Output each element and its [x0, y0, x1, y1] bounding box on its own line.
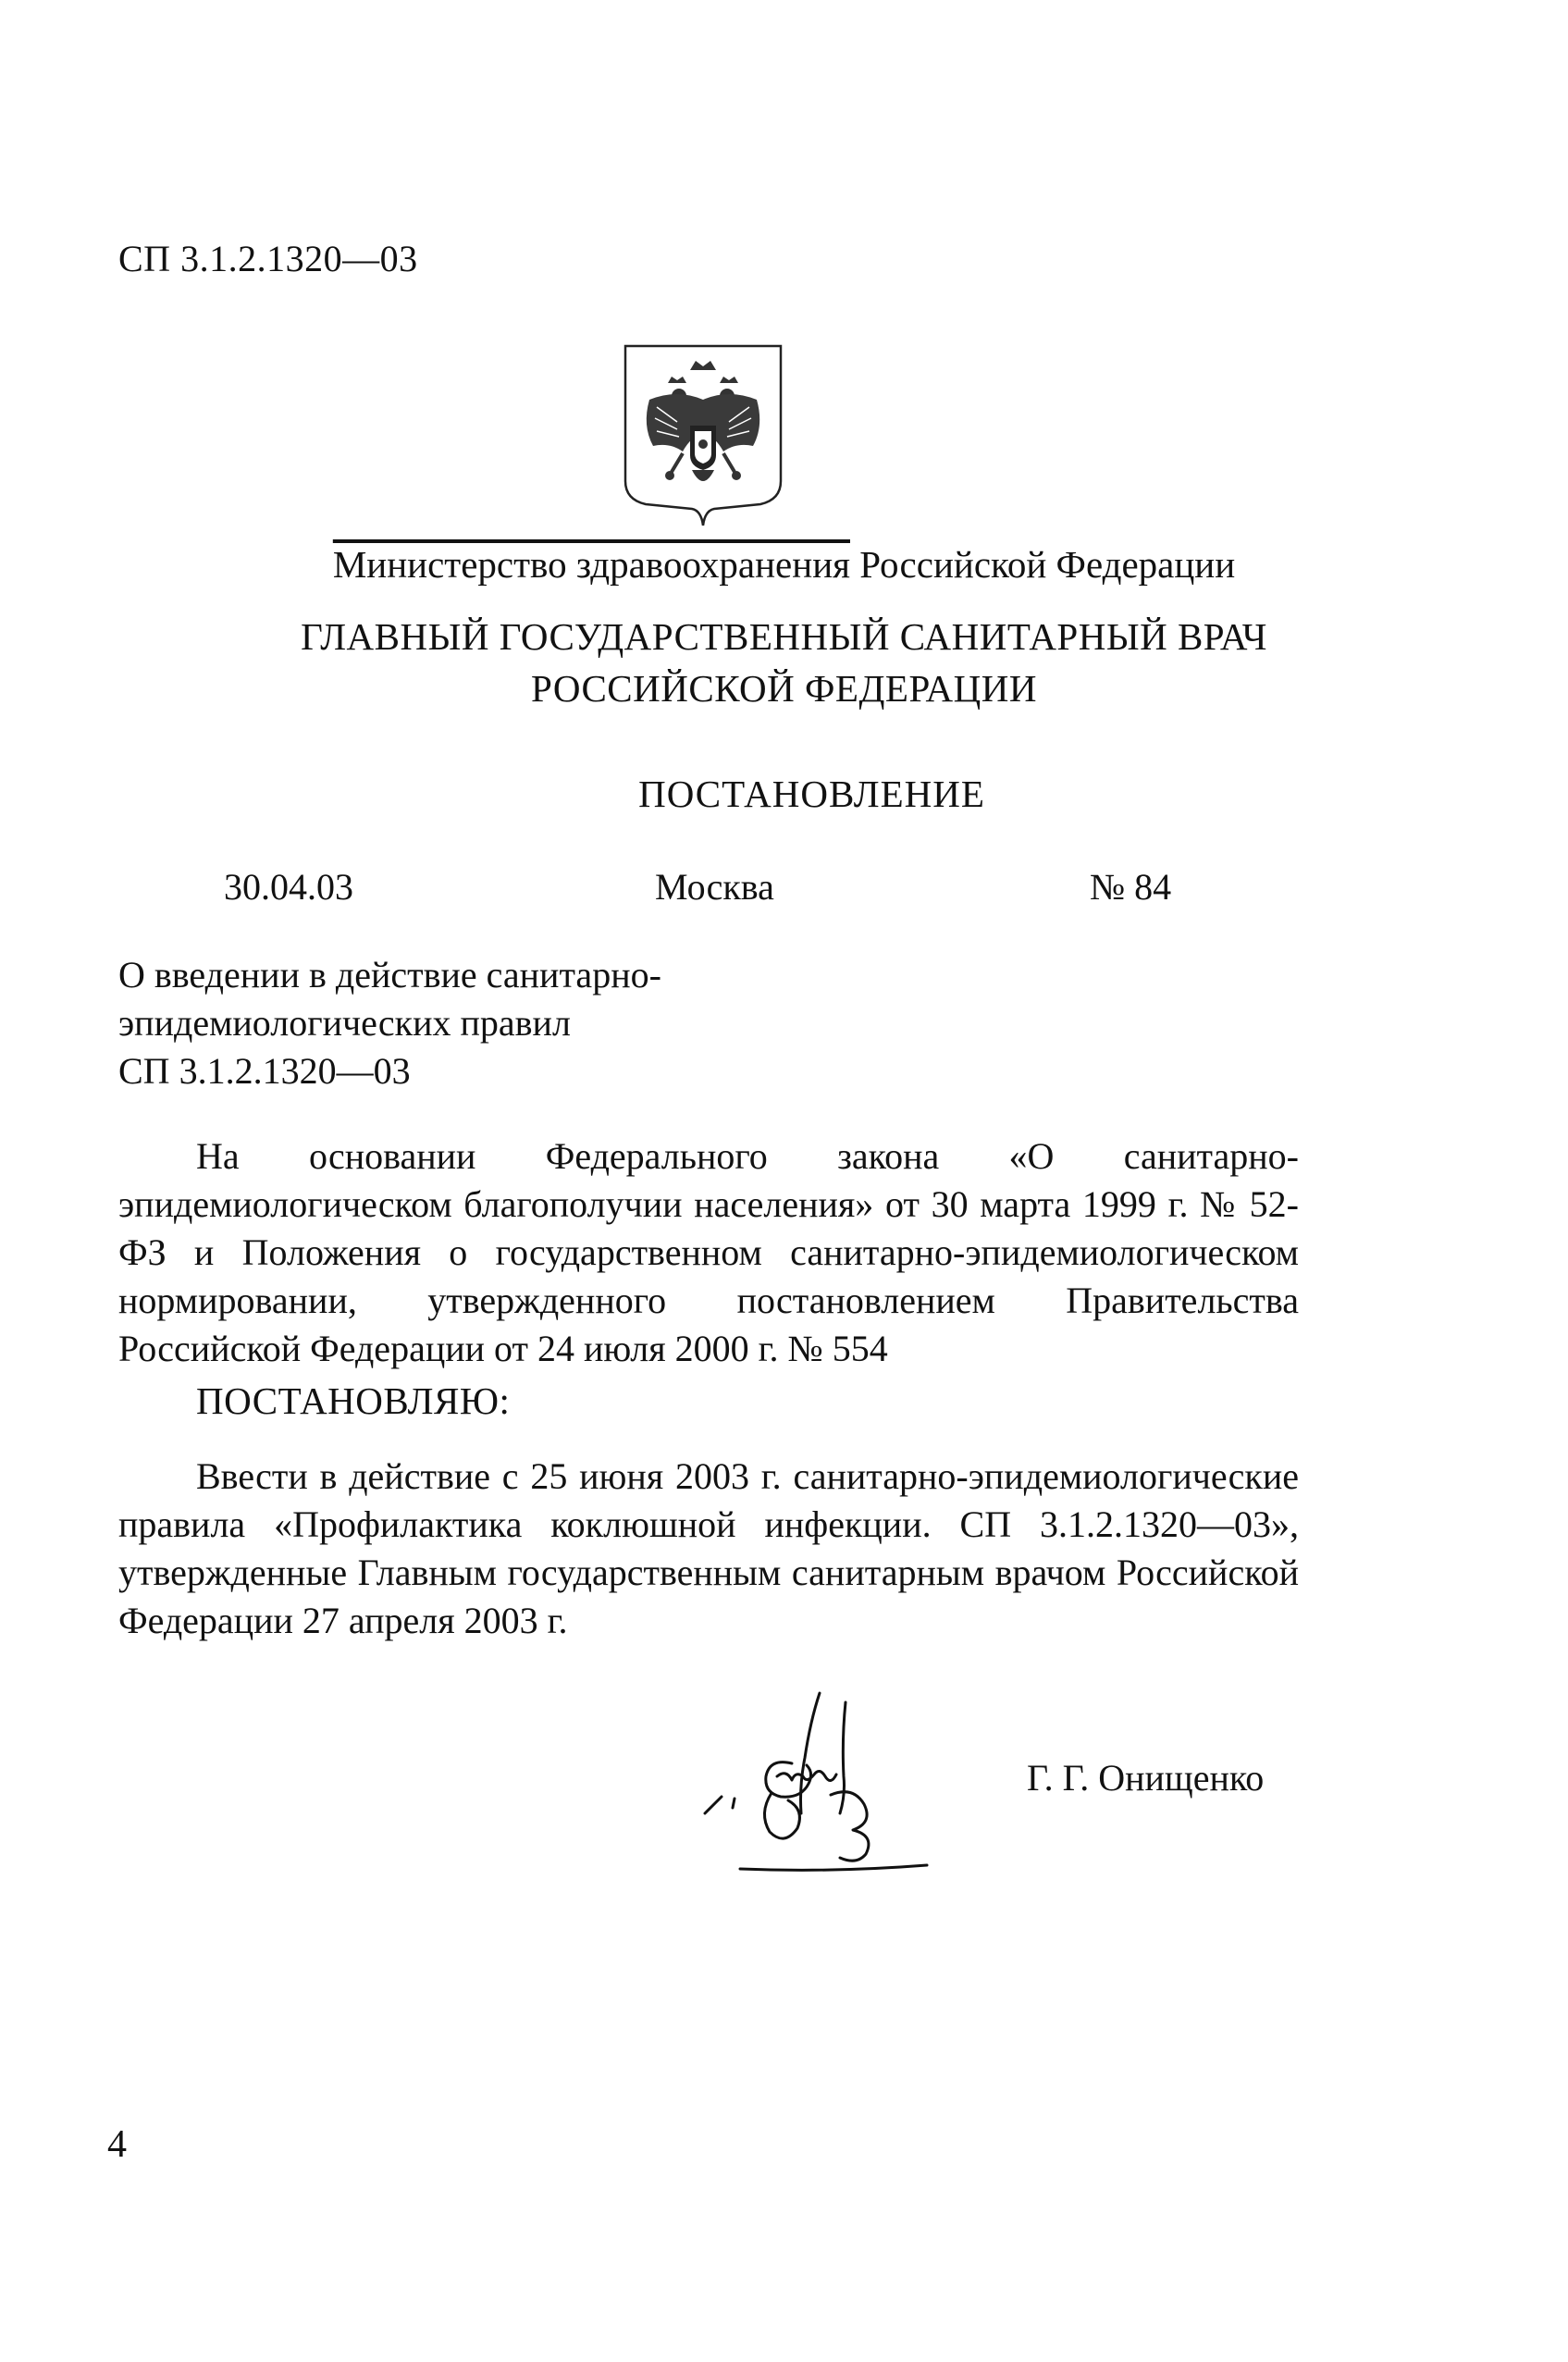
decree-subject [118, 951, 661, 1095]
resolution-paragraph: Ввести в действие с 25 июня 2003 г. санитарно-эпидемиологические правила «Профилактика коклюшной инфекции. СП 3.1.2.1320—03», утвержденные Главным государственным санитарным врачом Российской Федерации 27 апреля 2003 г. [118, 1455, 1299, 1641]
decree-keyword: ПОСТАНОВЛЯЮ: [196, 1379, 511, 1422]
coat-of-arms-icon [622, 342, 784, 527]
document-code: СП 3.1.2.1320—03 [118, 238, 418, 279]
page-number: 4 [107, 2123, 127, 2166]
issuer-title-line2: РОССИЙСКОЙ ФЕДЕРАЦИИ [531, 667, 1037, 710]
ministry-name-part2: Российской Федерации [850, 543, 1236, 586]
issuer-title [0, 611, 1568, 714]
ministry-name [0, 542, 1568, 587]
decree-city: Москва [655, 866, 774, 908]
ministry-name-part1: Министерство здравоохранения [332, 543, 850, 586]
preamble-paragraph: На основании Федерального закона «О санитарно-эпидемиологическом благополучии населения» от 30 марта 1999 г. № 52-ФЗ и Положения о государственном санитарно-эпидемиологическом нормировании, утвержденного постановлением Правительства Российской Федерации от 24 июля 2000 г. № 554 [118, 1135, 1299, 1369]
decree-number: № 84 [1090, 866, 1172, 908]
issuer-title-line1: ГЛАВНЫЙ ГОСУДАРСТВЕННЫЙ САНИТАРНЫЙ ВРАЧ [301, 615, 1267, 658]
subject-line: эпидемиологических правил [118, 1002, 571, 1044]
decree-title: ПОСТАНОВЛЕНИЕ [638, 773, 985, 815]
signer-name: Г. Г. Онищенко [1027, 1757, 1265, 1799]
signature-image [685, 1684, 962, 1878]
subject-line: СП 3.1.2.1320—03 [118, 1050, 411, 1092]
decree-date: 30.04.03 [224, 866, 353, 908]
subject-line: О введении в действие санитарно- [118, 954, 661, 996]
